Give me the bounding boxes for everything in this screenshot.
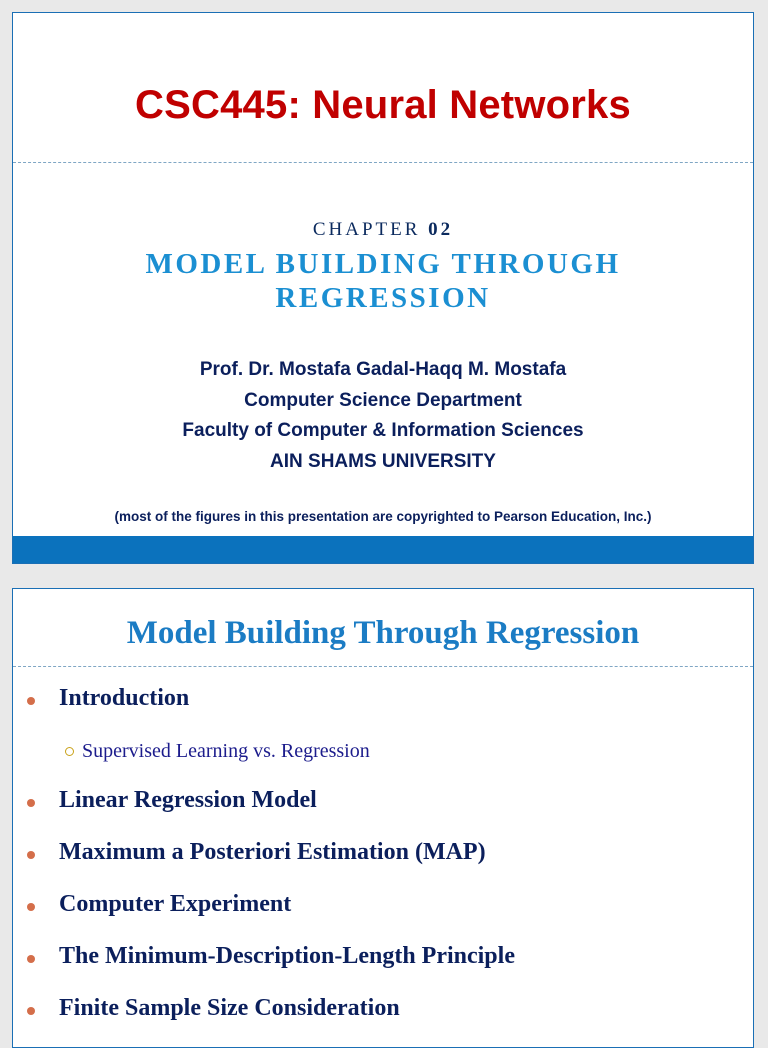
list-item-label: Computer Experiment xyxy=(59,891,292,917)
chapter-title-line1: MODEL BUILDING THROUGH xyxy=(145,248,621,280)
chapter-title xyxy=(53,247,713,315)
department-name: Computer Science Department xyxy=(244,389,522,411)
footer-band xyxy=(13,536,753,563)
chapter-number: 02 xyxy=(428,219,454,240)
chapter-heading xyxy=(13,219,753,241)
sub-bullet-ring-icon xyxy=(65,747,74,756)
chapter-title-line2: REGRESSION xyxy=(275,282,491,314)
university-name: AIN SHAMS UNIVERSITY xyxy=(270,450,496,472)
title-divider xyxy=(13,162,753,163)
outline-list xyxy=(25,685,743,1047)
list-item xyxy=(25,995,743,1047)
bullet-dot-icon xyxy=(27,851,35,859)
title-slide xyxy=(12,12,754,564)
outline-divider xyxy=(13,666,753,667)
list-item-label: Linear Regression Model xyxy=(59,787,317,813)
outline-title: Model Building Through Regression xyxy=(126,615,640,651)
sub-list-item-label: Supervised Learning vs. Regression xyxy=(82,740,370,762)
list-item xyxy=(25,891,743,943)
list-item xyxy=(25,943,743,995)
list-item-label: The Minimum-Description-Length Principle xyxy=(59,943,515,969)
list-item xyxy=(25,787,743,839)
bullet-dot-icon xyxy=(27,1007,35,1015)
author-block xyxy=(13,355,753,477)
author-name: Prof. Dr. Mostafa Gadal-Haqq M. Mostafa xyxy=(199,359,567,380)
list-item xyxy=(25,685,743,737)
list-item-label: Finite Sample Size Consideration xyxy=(59,995,400,1021)
bullet-dot-icon xyxy=(27,903,35,911)
bullet-dot-icon xyxy=(27,799,35,807)
course-title: CSC445: Neural Networks xyxy=(135,83,631,127)
list-item xyxy=(25,839,743,891)
bullet-dot-icon xyxy=(27,697,35,705)
chapter-label: CHAPTER xyxy=(312,219,421,240)
copyright-note: (most of the figures in this presentation are copyrighted to Pearson Education, Inc.) xyxy=(114,509,652,524)
sub-list-item xyxy=(25,737,743,787)
outline-slide xyxy=(12,588,754,1048)
list-item-label: Maximum a Posteriori Estimation (MAP) xyxy=(59,839,486,865)
faculty-name: Faculty of Computer & Information Sciences xyxy=(182,420,584,441)
list-item-label: Introduction xyxy=(59,685,190,711)
bullet-dot-icon xyxy=(27,955,35,963)
